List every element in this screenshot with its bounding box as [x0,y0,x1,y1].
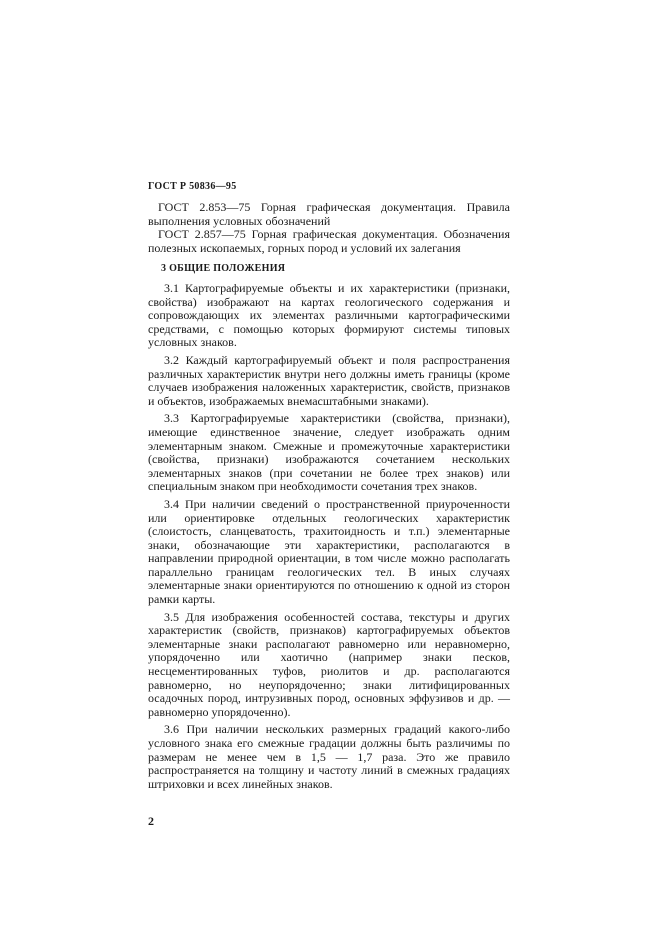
paragraph-3-4: 3.4 При наличии сведений о пространственной приуроченности или ориентировке отдельных геологических характеристик (слоистость, сланцеватость, трахитоидность и т.п.) элементарные знаки, обозначающие эти характеристики, располагаются в направлении природной ориентации, в том числе можно располагать параллельно границам геологических тел. В иных случаях элементарные знаки ориентируются по отношению к одной из сторон рамки карты. [148,496,510,607]
section-body [148,282,510,795]
page-number: 2 [148,814,154,828]
reference-item: ГОСТ 2.857—75 Горная графическая документация. Обозначения полезных ископаемых, горных пород и условий их залегания [148,227,510,255]
paragraph-3-5: 3.5 Для изображения особенностей состава, текстуры и других характеристик (свойств, признаков) картографируемых объектов элементарные знаки располагают равномерно или неравномерно, упорядоченно или хаотично (например знаки песков, несцементированных туфов, риолитов и др. располагаются равномерно, но неупорядоченно; знаки литифицированных осадочных пород, интрузивных пород, основных эффузивов и др. — равномерно упорядоченно). [148,609,510,719]
document-header: ГОСТ Р 50836—95 [148,181,237,192]
paragraph-3-3: 3.3 Картографируемые характеристики (свойства, признаки), имеющие единственное значение, следует изображать одним элементарным знаком. Смежные и промежуточные характеристики (свойства, признаки) изображаются сочетанием нескольких элементарных знаков (при сочетании не более трех знаков) или специальным знаком при необходимости сочетания трех знаков. [148,411,510,494]
paragraph-3-2: 3.2 Каждый картографируемый объект и поля распространения различных характеристик внутри него должны иметь границы (кроме случаев изображения наложенных характеристик, свойств, признаков и объектов, изображаемых внемасштабными знаками). [148,352,510,408]
normative-references [148,201,510,255]
reference-item: ГОСТ 2.853—75 Горная графическая документация. Правила выполнения условных обозначений [148,200,510,228]
paragraph-3-1: 3.1 Картографируемые объекты и их характеристики (признаки, свойства) изображают на картах геологического содержания и сопровождающих их элементах различными картографическими средствами, с помощью которых формируют системы типовых условных знаков. [148,281,510,350]
section-title: 3 ОБЩИЕ ПОЛОЖЕНИЯ [161,263,286,274]
paragraph-3-6: 3.6 При наличии нескольких размерных градаций какого-либо условного знака его смежные градации должны быть различимы по размерам не менее чем в 1,5 — 1,7 раза. Это же правило распространяется на толщину и частоту линий в смежных градациях штриховки и всех линейных знаков. [148,722,510,791]
